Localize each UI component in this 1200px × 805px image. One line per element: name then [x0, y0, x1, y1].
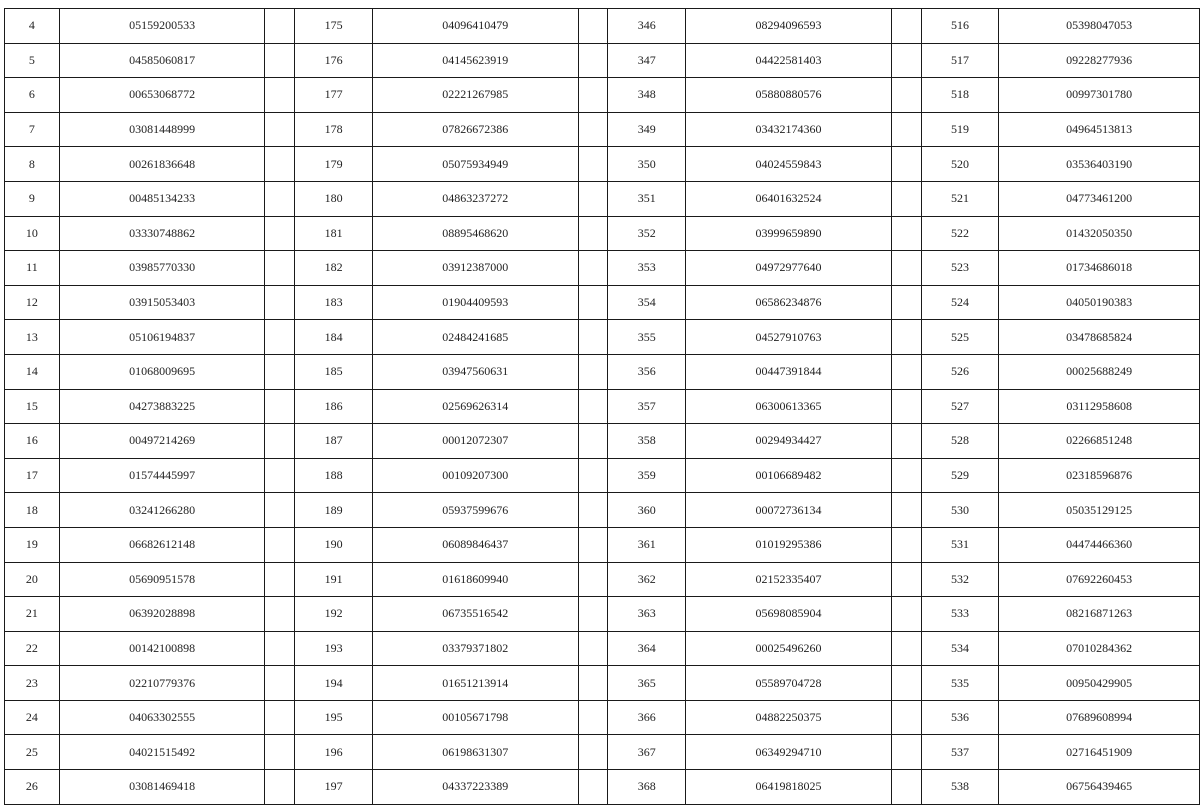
row-number-cell: 181 — [295, 216, 373, 251]
row-number-cell: 532 — [921, 562, 999, 597]
code-cell: 05075934949 — [373, 147, 579, 182]
row-number-cell: 349 — [608, 112, 686, 147]
code-cell: 04585060817 — [59, 43, 265, 78]
spacer-cell — [578, 320, 608, 355]
table-row — [5, 424, 1200, 459]
table-row — [5, 562, 1200, 597]
spacer-cell — [891, 216, 921, 251]
table-body — [5, 9, 1200, 805]
spacer-cell — [265, 700, 295, 735]
row-number-cell: 365 — [608, 666, 686, 701]
spacer-cell — [891, 527, 921, 562]
table-row — [5, 597, 1200, 632]
row-number-cell: 346 — [608, 9, 686, 44]
spacer-cell — [578, 700, 608, 735]
spacer-cell — [891, 389, 921, 424]
spacer-cell — [891, 9, 921, 44]
code-cell: 02152335407 — [686, 562, 892, 597]
row-number-cell: 4 — [5, 9, 60, 44]
row-number-cell: 535 — [921, 666, 999, 701]
code-cell: 06756439465 — [999, 770, 1200, 805]
row-number-cell: 15 — [5, 389, 60, 424]
code-cell: 05880880576 — [686, 78, 892, 113]
code-cell: 00025688249 — [999, 354, 1200, 389]
row-number-cell: 21 — [5, 597, 60, 632]
row-number-cell: 182 — [295, 251, 373, 286]
spacer-cell — [265, 666, 295, 701]
row-number-cell: 20 — [5, 562, 60, 597]
spacer-cell — [578, 389, 608, 424]
row-number-cell: 9 — [5, 181, 60, 216]
spacer-cell — [265, 251, 295, 286]
row-number-cell: 517 — [921, 43, 999, 78]
row-number-cell: 195 — [295, 700, 373, 735]
code-cell: 01618609940 — [373, 562, 579, 597]
row-number-cell: 363 — [608, 597, 686, 632]
row-number-cell: 355 — [608, 320, 686, 355]
code-cell: 04050190383 — [999, 285, 1200, 320]
spacer-cell — [265, 216, 295, 251]
spacer-cell — [891, 78, 921, 113]
spacer-cell — [891, 493, 921, 528]
code-cell: 00447391844 — [686, 354, 892, 389]
code-cell: 09228277936 — [999, 43, 1200, 78]
spacer-cell — [265, 389, 295, 424]
row-number-cell: 22 — [5, 631, 60, 666]
code-cell: 06682612148 — [59, 527, 265, 562]
row-number-cell: 359 — [608, 458, 686, 493]
code-cell: 03912387000 — [373, 251, 579, 286]
row-number-cell: 26 — [5, 770, 60, 805]
code-cell: 08216871263 — [999, 597, 1200, 632]
row-number-cell: 353 — [608, 251, 686, 286]
spacer-cell — [578, 181, 608, 216]
code-cell: 03536403190 — [999, 147, 1200, 182]
code-cell: 02716451909 — [999, 735, 1200, 770]
spacer-cell — [265, 181, 295, 216]
code-cell: 06401632524 — [686, 181, 892, 216]
row-number-cell: 188 — [295, 458, 373, 493]
spacer-cell — [891, 700, 921, 735]
row-number-cell: 189 — [295, 493, 373, 528]
row-number-cell: 17 — [5, 458, 60, 493]
row-number-cell: 183 — [295, 285, 373, 320]
code-cell: 07010284362 — [999, 631, 1200, 666]
spacer-cell — [265, 631, 295, 666]
spacer-cell — [891, 112, 921, 147]
spacer-cell — [578, 735, 608, 770]
row-number-cell: 191 — [295, 562, 373, 597]
code-cell: 00106689482 — [686, 458, 892, 493]
spacer-cell — [265, 43, 295, 78]
spacer-cell — [891, 181, 921, 216]
spacer-cell — [891, 597, 921, 632]
spacer-cell — [891, 354, 921, 389]
code-cell: 03478685824 — [999, 320, 1200, 355]
code-cell: 04024559843 — [686, 147, 892, 182]
row-number-cell: 193 — [295, 631, 373, 666]
row-number-cell: 184 — [295, 320, 373, 355]
spacer-cell — [578, 562, 608, 597]
row-number-cell: 519 — [921, 112, 999, 147]
code-cell: 03985770330 — [59, 251, 265, 286]
row-number-cell: 525 — [921, 320, 999, 355]
spacer-cell — [578, 43, 608, 78]
row-number-cell: 14 — [5, 354, 60, 389]
spacer-cell — [891, 320, 921, 355]
spacer-cell — [578, 597, 608, 632]
code-cell: 02569626314 — [373, 389, 579, 424]
code-cell: 04773461200 — [999, 181, 1200, 216]
row-number-cell: 529 — [921, 458, 999, 493]
row-number-cell: 175 — [295, 9, 373, 44]
row-number-cell: 364 — [608, 631, 686, 666]
table-row — [5, 285, 1200, 320]
code-cell: 06735516542 — [373, 597, 579, 632]
code-cell: 03081469418 — [59, 770, 265, 805]
spacer-cell — [265, 527, 295, 562]
row-number-cell: 533 — [921, 597, 999, 632]
row-number-cell: 534 — [921, 631, 999, 666]
spacer-cell — [578, 78, 608, 113]
spacer-cell — [891, 458, 921, 493]
row-number-cell: 11 — [5, 251, 60, 286]
code-cell: 05159200533 — [59, 9, 265, 44]
code-cell: 00950429905 — [999, 666, 1200, 701]
row-number-cell: 518 — [921, 78, 999, 113]
code-cell: 02318596876 — [999, 458, 1200, 493]
table-row — [5, 458, 1200, 493]
spacer-cell — [891, 285, 921, 320]
code-cell: 08895468620 — [373, 216, 579, 251]
row-number-cell: 187 — [295, 424, 373, 459]
code-cell: 00485134233 — [59, 181, 265, 216]
code-cell: 04337223389 — [373, 770, 579, 805]
code-cell: 03999659890 — [686, 216, 892, 251]
spacer-cell — [578, 285, 608, 320]
code-cell: 02221267985 — [373, 78, 579, 113]
spacer-cell — [891, 735, 921, 770]
code-cell: 00142100898 — [59, 631, 265, 666]
row-number-cell: 179 — [295, 147, 373, 182]
code-cell: 01019295386 — [686, 527, 892, 562]
row-number-cell: 23 — [5, 666, 60, 701]
code-cell: 02210779376 — [59, 666, 265, 701]
spacer-cell — [578, 424, 608, 459]
table-row — [5, 735, 1200, 770]
code-cell: 06198631307 — [373, 735, 579, 770]
code-cell: 05035129125 — [999, 493, 1200, 528]
spacer-cell — [891, 770, 921, 805]
row-number-cell: 197 — [295, 770, 373, 805]
code-cell: 04422581403 — [686, 43, 892, 78]
spacer-cell — [265, 493, 295, 528]
spacer-cell — [265, 112, 295, 147]
table-row — [5, 631, 1200, 666]
code-cell: 04964513813 — [999, 112, 1200, 147]
row-number-cell: 524 — [921, 285, 999, 320]
spacer-cell — [891, 631, 921, 666]
spacer-cell — [265, 770, 295, 805]
code-cell: 00012072307 — [373, 424, 579, 459]
table-row — [5, 251, 1200, 286]
row-number-cell: 19 — [5, 527, 60, 562]
code-cell: 01651213914 — [373, 666, 579, 701]
spacer-cell — [265, 562, 295, 597]
code-cell: 04972977640 — [686, 251, 892, 286]
table-row — [5, 320, 1200, 355]
code-cell: 06586234876 — [686, 285, 892, 320]
code-cell: 01904409593 — [373, 285, 579, 320]
row-number-cell: 176 — [295, 43, 373, 78]
row-number-cell: 10 — [5, 216, 60, 251]
row-number-cell: 16 — [5, 424, 60, 459]
spacer-cell — [578, 631, 608, 666]
spacer-cell — [265, 735, 295, 770]
row-number-cell: 8 — [5, 147, 60, 182]
code-cell: 04273883225 — [59, 389, 265, 424]
code-cell: 00072736134 — [686, 493, 892, 528]
spacer-cell — [891, 251, 921, 286]
row-number-cell: 350 — [608, 147, 686, 182]
code-cell: 07692260453 — [999, 562, 1200, 597]
table-row — [5, 700, 1200, 735]
row-number-cell: 527 — [921, 389, 999, 424]
code-cell: 00109207300 — [373, 458, 579, 493]
spacer-cell — [891, 562, 921, 597]
code-cell: 02484241685 — [373, 320, 579, 355]
row-number-cell: 367 — [608, 735, 686, 770]
spacer-cell — [891, 424, 921, 459]
row-number-cell: 528 — [921, 424, 999, 459]
code-cell: 06300613365 — [686, 389, 892, 424]
table-row — [5, 493, 1200, 528]
row-number-cell: 347 — [608, 43, 686, 78]
code-cell: 07689608994 — [999, 700, 1200, 735]
code-cell: 00997301780 — [999, 78, 1200, 113]
row-number-cell: 12 — [5, 285, 60, 320]
row-number-cell: 192 — [295, 597, 373, 632]
spacer-cell — [578, 493, 608, 528]
row-number-cell: 361 — [608, 527, 686, 562]
spacer-cell — [891, 666, 921, 701]
code-cell: 05690951578 — [59, 562, 265, 597]
row-number-cell: 516 — [921, 9, 999, 44]
code-cell: 05589704728 — [686, 666, 892, 701]
row-number-cell: 522 — [921, 216, 999, 251]
code-cell: 06089846437 — [373, 527, 579, 562]
row-number-cell: 194 — [295, 666, 373, 701]
table-row — [5, 112, 1200, 147]
spacer-cell — [265, 147, 295, 182]
code-cell: 03947560631 — [373, 354, 579, 389]
code-cell: 05398047053 — [999, 9, 1200, 44]
spacer-cell — [265, 424, 295, 459]
row-number-cell: 366 — [608, 700, 686, 735]
spacer-cell — [578, 458, 608, 493]
table-row — [5, 389, 1200, 424]
row-number-cell: 523 — [921, 251, 999, 286]
row-number-cell: 530 — [921, 493, 999, 528]
spacer-cell — [578, 354, 608, 389]
row-number-cell: 360 — [608, 493, 686, 528]
row-number-cell: 368 — [608, 770, 686, 805]
row-number-cell: 5 — [5, 43, 60, 78]
row-number-cell: 196 — [295, 735, 373, 770]
code-cell: 05937599676 — [373, 493, 579, 528]
spacer-cell — [578, 527, 608, 562]
code-cell: 03241266280 — [59, 493, 265, 528]
code-cell: 01068009695 — [59, 354, 265, 389]
table-row — [5, 770, 1200, 805]
code-cell: 06349294710 — [686, 735, 892, 770]
table-row — [5, 9, 1200, 44]
spacer-cell — [265, 320, 295, 355]
row-number-cell: 186 — [295, 389, 373, 424]
row-number-cell: 178 — [295, 112, 373, 147]
row-number-cell: 185 — [295, 354, 373, 389]
code-cell: 04145623919 — [373, 43, 579, 78]
row-number-cell: 520 — [921, 147, 999, 182]
code-cell: 06419818025 — [686, 770, 892, 805]
spacer-cell — [265, 285, 295, 320]
spacer-cell — [578, 147, 608, 182]
spacer-cell — [578, 216, 608, 251]
row-number-cell: 13 — [5, 320, 60, 355]
code-cell: 03432174360 — [686, 112, 892, 147]
code-cell: 04096410479 — [373, 9, 579, 44]
spacer-cell — [891, 147, 921, 182]
spacer-cell — [265, 354, 295, 389]
code-cell: 04063302555 — [59, 700, 265, 735]
row-number-cell: 18 — [5, 493, 60, 528]
table-row — [5, 666, 1200, 701]
code-cell: 00261836648 — [59, 147, 265, 182]
code-cell: 00105671798 — [373, 700, 579, 735]
row-number-cell: 537 — [921, 735, 999, 770]
code-cell: 05106194837 — [59, 320, 265, 355]
row-number-cell: 351 — [608, 181, 686, 216]
spacer-cell — [578, 666, 608, 701]
code-cell: 05698085904 — [686, 597, 892, 632]
row-number-cell: 538 — [921, 770, 999, 805]
row-number-cell: 521 — [921, 181, 999, 216]
code-cell: 02266851248 — [999, 424, 1200, 459]
table-row — [5, 527, 1200, 562]
spacer-cell — [578, 251, 608, 286]
row-number-cell: 362 — [608, 562, 686, 597]
row-number-cell: 526 — [921, 354, 999, 389]
code-cell: 00497214269 — [59, 424, 265, 459]
table-row — [5, 181, 1200, 216]
table-row — [5, 43, 1200, 78]
row-number-cell: 531 — [921, 527, 999, 562]
spacer-cell — [265, 78, 295, 113]
code-cell: 04882250375 — [686, 700, 892, 735]
row-number-cell: 6 — [5, 78, 60, 113]
code-cell: 07826672386 — [373, 112, 579, 147]
spacer-cell — [578, 9, 608, 44]
row-number-cell: 352 — [608, 216, 686, 251]
code-cell: 03915053403 — [59, 285, 265, 320]
spacer-cell — [891, 43, 921, 78]
code-cell: 03112958608 — [999, 389, 1200, 424]
row-number-cell: 190 — [295, 527, 373, 562]
row-number-cell: 177 — [295, 78, 373, 113]
code-cell: 01734686018 — [999, 251, 1200, 286]
spacer-cell — [578, 112, 608, 147]
row-number-cell: 536 — [921, 700, 999, 735]
code-cell: 00025496260 — [686, 631, 892, 666]
table-row — [5, 78, 1200, 113]
row-number-cell: 348 — [608, 78, 686, 113]
code-cell: 04021515492 — [59, 735, 265, 770]
row-number-cell: 357 — [608, 389, 686, 424]
table-row — [5, 216, 1200, 251]
code-cell: 00653068772 — [59, 78, 265, 113]
code-cell: 04474466360 — [999, 527, 1200, 562]
spacer-cell — [265, 458, 295, 493]
row-number-cell: 24 — [5, 700, 60, 735]
row-number-cell: 356 — [608, 354, 686, 389]
code-cell: 06392028898 — [59, 597, 265, 632]
code-cell: 04863237272 — [373, 181, 579, 216]
table-row — [5, 354, 1200, 389]
spacer-cell — [578, 770, 608, 805]
code-cell: 03081448999 — [59, 112, 265, 147]
code-cell: 01432050350 — [999, 216, 1200, 251]
code-cell: 03379371802 — [373, 631, 579, 666]
spacer-cell — [265, 597, 295, 632]
row-number-cell: 25 — [5, 735, 60, 770]
row-number-cell: 358 — [608, 424, 686, 459]
table-row — [5, 147, 1200, 182]
spacer-cell — [265, 9, 295, 44]
row-number-cell: 7 — [5, 112, 60, 147]
code-cell: 04527910763 — [686, 320, 892, 355]
code-cell: 08294096593 — [686, 9, 892, 44]
code-cell: 03330748862 — [59, 216, 265, 251]
row-number-cell: 180 — [295, 181, 373, 216]
code-cell: 00294934427 — [686, 424, 892, 459]
data-table — [4, 8, 1200, 805]
code-cell: 01574445997 — [59, 458, 265, 493]
row-number-cell: 354 — [608, 285, 686, 320]
